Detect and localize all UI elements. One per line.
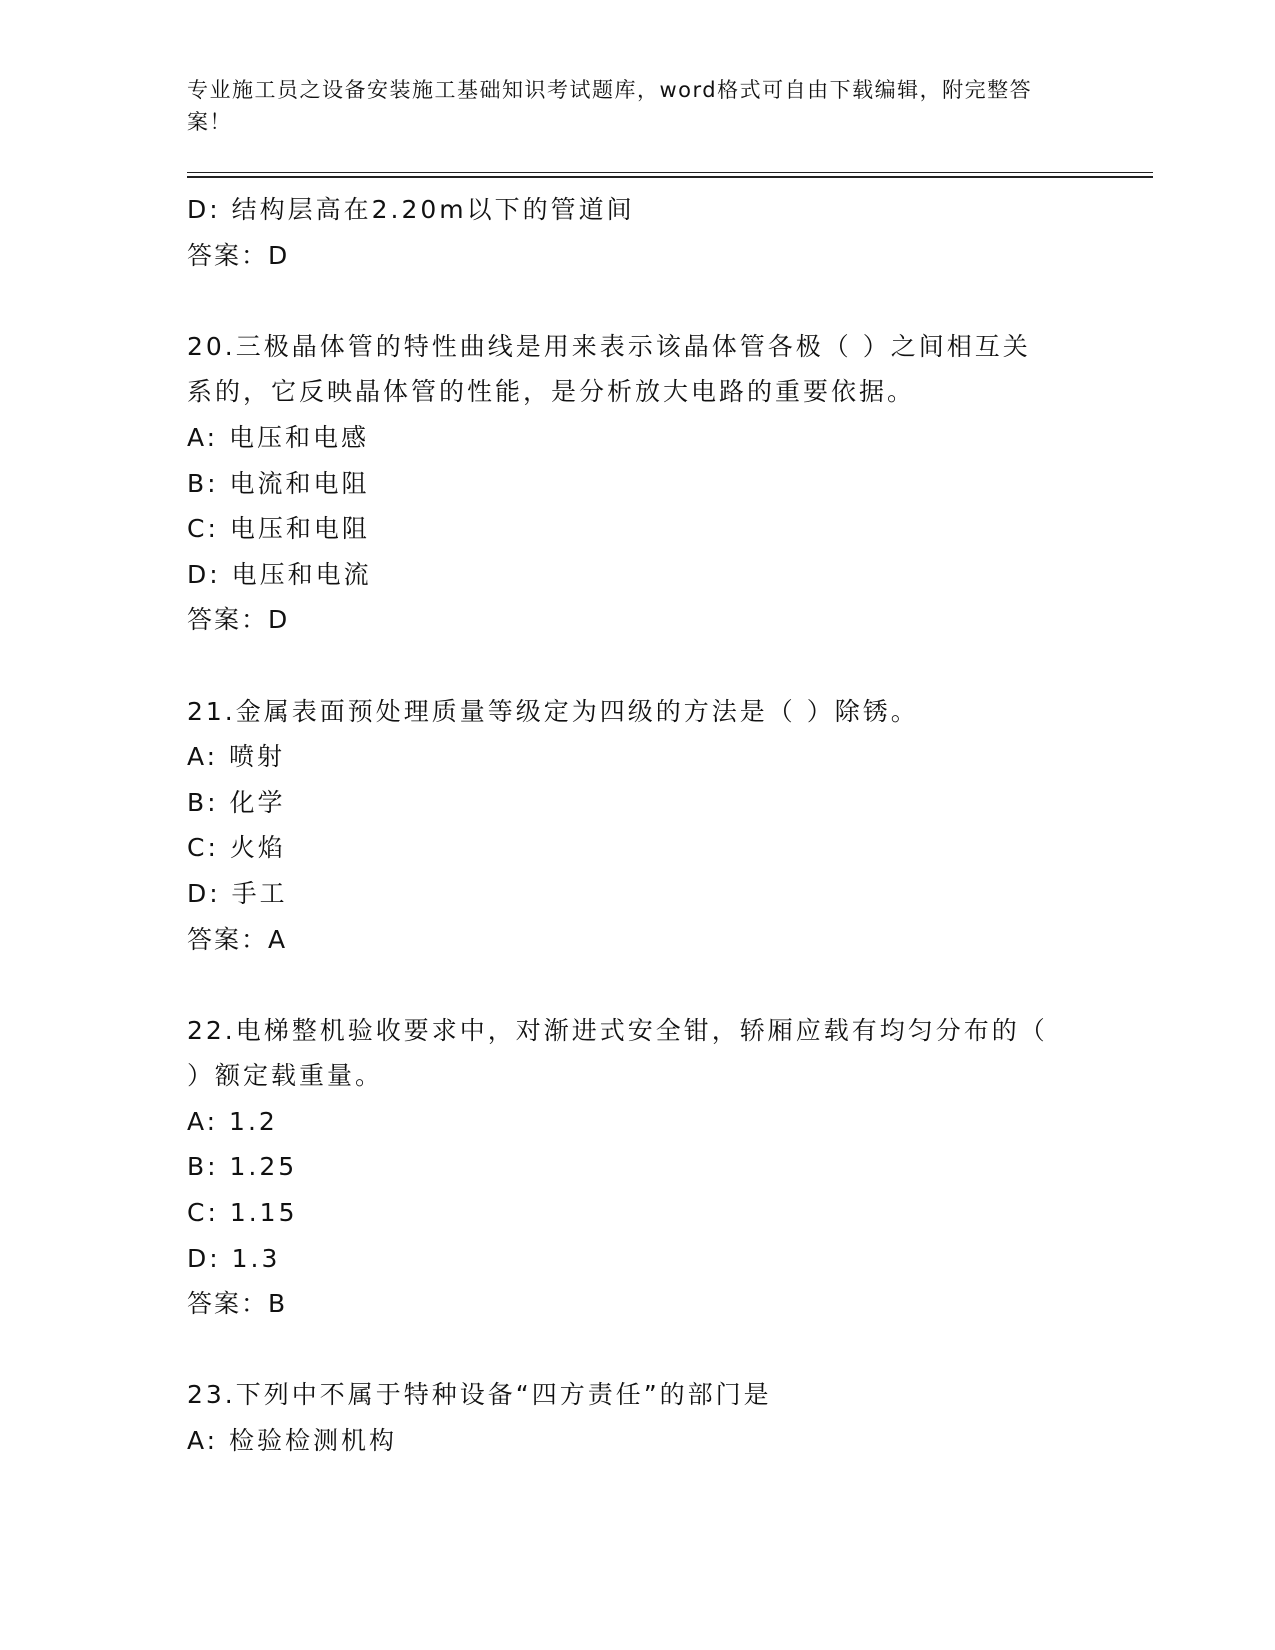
option-b: B: 电流和电阻 <box>187 468 370 498</box>
question-stem-line-2: 系的，它反映晶体管的性能，是分析放大电路的重要依据。 <box>187 377 916 407</box>
option-a: A: 检验检测机构 <box>187 1426 398 1456</box>
question-stem-line-1: 21.金属表面预处理质量等级定为四级的方法是（ ）除锈。 <box>187 696 919 726</box>
header-rule-thin <box>187 172 1153 173</box>
question-19-tail <box>187 187 1067 278</box>
question-stem-line-1: 20.三极晶体管的特性曲线是用来表示该晶体管各极（ ）之间相互关 <box>187 331 1031 361</box>
header-rule-thick <box>187 176 1153 178</box>
question-21 <box>187 689 1067 963</box>
option-a: A: 电压和电感 <box>187 422 370 452</box>
option-c: C: 火焰 <box>187 833 286 863</box>
option-d: D: 1.3 <box>187 1243 281 1273</box>
answer: 答案：B <box>187 1289 288 1319</box>
document-body <box>187 187 1067 1464</box>
option-a: A: 喷射 <box>187 742 286 772</box>
option-b: B: 1.25 <box>187 1152 298 1182</box>
question-stem-line-2: ）额定载重量。 <box>187 1061 384 1091</box>
document-header: 专业施工员之设备安装施工基础知识考试题库，word格式可自由下载编辑，附完整答案！ <box>187 78 1033 134</box>
option-c: C: 1.15 <box>187 1198 298 1228</box>
answer: 答案：D <box>187 240 290 270</box>
answer: 答案：D <box>187 605 290 635</box>
question-stem-line-1: 23.下列中不属于特种设备“四方责任”的部门是 <box>187 1380 772 1410</box>
option-a: A: 1.2 <box>187 1106 278 1136</box>
answer: 答案：A <box>187 924 288 954</box>
option-d: D: 电压和电流 <box>187 559 372 589</box>
option-d: D: 手工 <box>187 878 288 908</box>
option-d: D: 结构层高在2.20m以下的管道间 <box>187 195 635 224</box>
option-c: C: 电压和电阻 <box>187 514 370 544</box>
question-22 <box>187 1008 1067 1327</box>
option-b: B: 化学 <box>187 787 286 817</box>
question-20 <box>187 324 1067 643</box>
question-23 <box>187 1372 1067 1463</box>
question-stem-line-1: 22.电梯整机验收要求中，对渐进式安全钳，轿厢应载有均匀分布的（ <box>187 1015 1048 1045</box>
